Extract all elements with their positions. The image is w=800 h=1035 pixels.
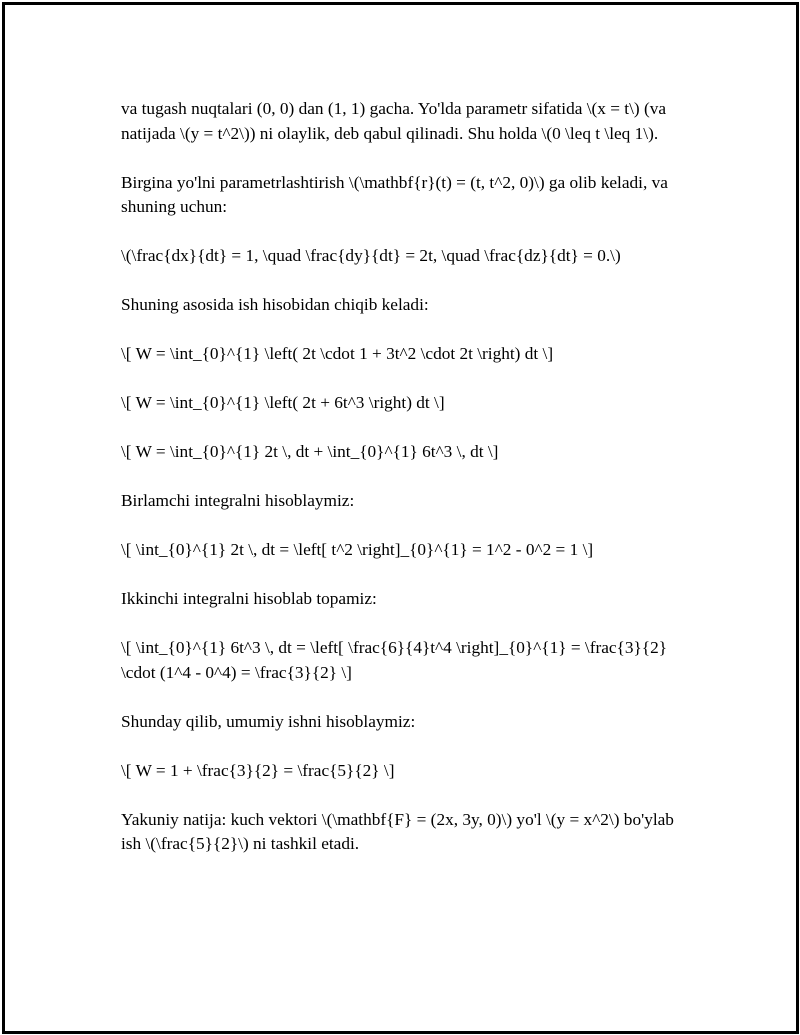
paragraph-first-integral: Birlamchi integralni hisoblaymiz: <box>121 491 355 510</box>
equation-work-integral-3: \[ W = \int_{0}^{1} 2t \, dt + \int_{0}^{1} 6t^3 \, dt \] <box>121 442 499 461</box>
document-body <box>121 97 691 881</box>
equation-total-work: \[ W = 1 + \frac{3}{2} = \frac{5}{2} \] <box>121 760 395 780</box>
paragraph-parametrization: Birgina yo'lni parametrlashtirish \(\mathbf{r}(t) = (t, t^2, 0)\) ga olib keladi, va shuning uchun: <box>121 172 668 216</box>
equation-work-integral-2: \[ W = \int_{0}^{1} \left( 2t + 6t^3 \right) dt \] <box>121 393 445 412</box>
paragraph-conclusion: Yakuniy natija: kuch vektori \(\mathbf{F} = (2x, 3y, 0)\) yo'l \(y = x^2\) bo'ylab ish \(\frac{5}{2}\) ni tashkil etadi. <box>121 809 674 853</box>
paragraph-path-setup: va tugash nuqtalari (0, 0) dan (1, 1) gacha. Yo'lda parametr sifatida \(x = t\) (va natijada \(y = t^2\)) ni olaylik, deb qabul qilinadi. Shu holda \(0 \leq t \leq 1\). <box>121 99 667 143</box>
page-frame <box>2 2 799 1034</box>
paragraph-total-work: Shunday qilib, umumiy ishni hisoblaymiz: <box>121 711 416 731</box>
paragraph-derivatives: \(\frac{dx}{dt} = 1, \quad \frac{dy}{dt} = 2t, \quad \frac{dz}{dt} = 0.\) <box>121 246 621 265</box>
equation-first-integral: \[ \int_{0}^{1} 2t \, dt = \left[ t^2 \right]_{0}^{1} = 1^2 - 0^2 = 1 \] <box>121 540 594 559</box>
paragraph-second-integral: Ikkinchi integralni hisoblab topamiz: <box>121 589 377 608</box>
equation-work-integral-1: \[ W = \int_{0}^{1} \left( 2t \cdot 1 + 3t^2 \cdot 2t \right) dt \] <box>121 344 554 363</box>
equation-second-integral: \[ \int_{0}^{1} 6t^3 \, dt = \left[ \frac{6}{4}t^4 \right]_{0}^{1} = \frac{3}{2} \cdot (1^4 - 0^4) = \frac{3}{2} \] <box>121 638 668 682</box>
paragraph-work-intro: Shuning asosida ish hisobidan chiqib keladi: <box>121 295 429 314</box>
